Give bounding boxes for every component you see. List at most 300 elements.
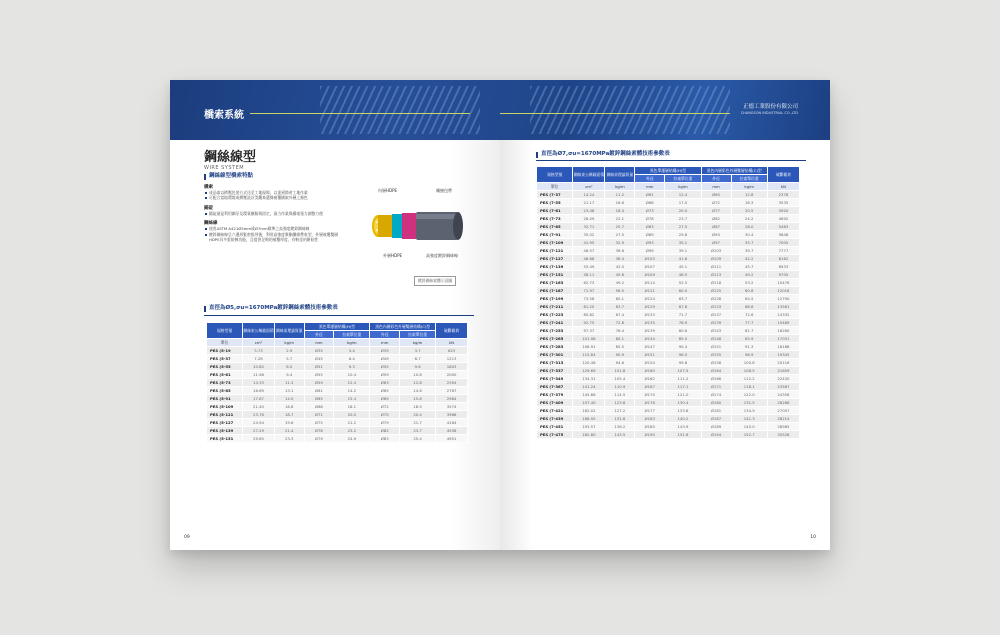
value-cell: 4164 <box>436 419 468 427</box>
value-cell: 9.3 <box>334 363 370 371</box>
value-cell: 12018 <box>767 287 799 295</box>
value-cell: 111.2 <box>665 375 701 383</box>
value-cell: 117.1 <box>665 383 701 391</box>
section-title: 橋索系統 <box>204 110 244 121</box>
value-cell: 3535 <box>767 199 799 207</box>
col-unit-weight: 拉索單位重 <box>665 174 701 182</box>
col-area: 鋼絲束公稱截面積 <box>243 323 275 339</box>
model-cell: PES (7-421 <box>537 407 573 415</box>
value-cell: Ø185 <box>635 423 665 431</box>
value-cell: 145.0 <box>731 423 767 431</box>
value-cell: 133.8 <box>665 407 701 415</box>
value-cell: 41.95 <box>573 239 605 247</box>
value-cell: 2000 <box>436 371 468 379</box>
model-cell: PES (5-37 <box>207 355 243 363</box>
value-cell: Ø162 <box>635 375 665 383</box>
table-row <box>537 271 800 279</box>
value-cell: 20116 <box>767 359 799 367</box>
title-rule <box>204 315 474 316</box>
value-cell: 96.9 <box>731 351 767 359</box>
value-cell: 101.8 <box>605 367 635 375</box>
model-cell: PES (7-187 <box>537 287 573 295</box>
value-cell: Ø154 <box>635 359 665 367</box>
value-cell: 12790 <box>767 295 799 303</box>
value-cell: Ø151 <box>635 351 665 359</box>
value-cell: 20.0 <box>334 411 370 419</box>
value-cell: 28214 <box>767 415 799 423</box>
feature-category: 鋼絲線 <box>204 221 218 226</box>
table-row <box>537 415 800 423</box>
value-cell: Ø59 <box>370 371 400 379</box>
model-cell: PES (7-475 <box>537 431 573 439</box>
value-cell: 4692 <box>767 215 799 223</box>
value-cell: 60.0 <box>665 287 701 295</box>
value-cell: 23.7 <box>665 215 701 223</box>
value-cell: Ø171 <box>701 383 731 391</box>
value-cell: 45.1 <box>665 263 701 271</box>
value-cell: 28.0 <box>731 223 767 231</box>
table-row <box>537 207 800 215</box>
value-cell: Ø194 <box>701 431 731 439</box>
value-cell: 21.7 <box>400 419 436 427</box>
diagram-caption: 鍍鋅鋼絲索體示意圖 <box>414 276 456 286</box>
table-row <box>537 391 800 399</box>
value-cell: Ø164 <box>701 367 731 375</box>
value-cell: Ø148 <box>701 335 731 343</box>
value-cell: 10.8 <box>400 371 436 379</box>
unit-cell: kg/m <box>400 339 436 347</box>
value-cell: 42.0 <box>605 263 635 271</box>
table-row <box>207 427 468 435</box>
model-cell: PES (7-127 <box>537 255 573 263</box>
value-cell: 48.88 <box>573 255 605 263</box>
value-cell: 73.58 <box>573 295 605 303</box>
value-cell: 130.4 <box>665 399 701 407</box>
table-row <box>537 311 800 319</box>
value-cell: Ø51 <box>304 363 334 371</box>
value-cell: 52.5 <box>665 279 701 287</box>
value-cell: 23.76 <box>243 411 275 419</box>
value-cell: Ø61 <box>304 387 334 395</box>
value-cell: Ø166 <box>701 375 731 383</box>
value-cell: Ø68 <box>635 199 665 207</box>
value-cell: Ø158 <box>701 359 731 367</box>
value-cell: 15489 <box>767 319 799 327</box>
table-row <box>537 199 800 207</box>
value-cell: Ø89 <box>635 231 665 239</box>
value-cell: 6.4 <box>334 355 370 363</box>
value-cell: Ø160 <box>635 367 665 375</box>
feature-category: 錨碇 <box>204 205 213 211</box>
value-cell: Ø59 <box>304 379 334 387</box>
feature-group <box>204 205 344 217</box>
model-cell: PES (7-253 <box>537 327 573 335</box>
value-cell: 16.8 <box>274 403 304 411</box>
brochure-spread <box>170 80 830 550</box>
value-cell: 27.5 <box>605 231 635 239</box>
value-cell: Ø143 <box>701 327 731 335</box>
value-cell: 26286 <box>767 399 799 407</box>
value-cell: Ø82 <box>370 427 400 435</box>
table-row <box>537 375 800 383</box>
value-cell: 8.5 <box>274 363 304 371</box>
value-cell: 129.69 <box>573 367 605 375</box>
chapter-heading <box>204 146 256 171</box>
unit-cell: kg/m <box>274 339 304 347</box>
value-cell: Ø133 <box>635 311 665 319</box>
value-cell: 99.8 <box>665 359 701 367</box>
right-spec-table <box>536 166 800 439</box>
col-weight: 鋼絲束理論質量 <box>605 167 635 183</box>
value-cell: Ø167 <box>635 383 665 391</box>
table-row <box>207 411 468 419</box>
value-cell: 21.2 <box>334 419 370 427</box>
table-row <box>207 347 468 355</box>
value-cell: 71.97 <box>573 287 605 295</box>
value-cell: Ø181 <box>701 407 731 415</box>
value-cell: Ø124 <box>635 295 665 303</box>
value-cell: Ø170 <box>635 391 665 399</box>
table-row <box>537 231 800 239</box>
value-cell: 92.75 <box>573 319 605 327</box>
model-cell: PES (5-55 <box>207 363 243 371</box>
table-row <box>537 423 800 431</box>
value-cell: 63.7 <box>665 295 701 303</box>
value-cell: Ø78 <box>635 215 665 223</box>
value-cell: 49.2 <box>731 271 767 279</box>
unit-cell: mm <box>370 339 400 347</box>
value-cell: 9.6 <box>400 363 436 371</box>
col-unit-weight: 拉索單位重 <box>400 330 436 338</box>
value-cell: 10.80 <box>243 363 275 371</box>
value-cell: Ø97 <box>701 239 731 247</box>
cable-diagram <box>370 202 470 248</box>
features-title: 鋼絲線型橋索特點 <box>204 174 344 180</box>
table-row <box>537 255 800 263</box>
model-cell: PES (5-139 <box>207 427 243 435</box>
table-row <box>537 247 800 255</box>
feature-group <box>204 220 344 243</box>
table-row <box>207 387 468 395</box>
value-cell: 14.24 <box>573 191 605 199</box>
value-cell: 35.7 <box>731 239 767 247</box>
feature-category: 橋索 <box>204 184 213 190</box>
value-cell: 28985 <box>767 423 799 431</box>
value-cell: 32.9 <box>605 239 635 247</box>
value-cell: Ø79 <box>370 419 400 427</box>
model-cell: PES (5-19 <box>207 347 243 355</box>
value-cell: 67.8 <box>665 303 701 311</box>
value-cell: 127.2 <box>605 407 635 415</box>
value-cell: 25.7 <box>605 223 635 231</box>
value-cell: 152.7 <box>731 431 767 439</box>
model-cell: PES (5-127 <box>207 419 243 427</box>
model-cell: PES (7-337 <box>537 367 573 375</box>
value-cell: 81.7 <box>731 327 767 335</box>
unit-cell: cm² <box>573 183 605 191</box>
col-weight: 鋼絲束理論質量 <box>274 323 304 339</box>
value-cell: 67.4 <box>605 311 635 319</box>
col-break: 破斷載荷 <box>767 167 799 183</box>
page-number-right: 10 <box>810 535 816 540</box>
value-cell: 10476 <box>767 279 799 287</box>
value-cell: 19345 <box>767 351 799 359</box>
value-cell: 20.4 <box>400 411 436 419</box>
value-cell: 100.8 <box>731 359 767 367</box>
value-cell: 123.6 <box>605 399 635 407</box>
model-cell: PES (7-163 <box>537 279 573 287</box>
value-cell: 18.1 <box>334 403 370 411</box>
table-row <box>537 359 800 367</box>
value-cell: 101.98 <box>573 335 605 343</box>
right-table-title: 直徑為Ø7,σu=1670MPa鍍鋅鋼絲索體技術參數表 <box>536 152 670 158</box>
value-cell: 21659 <box>767 367 799 375</box>
table-row <box>537 335 800 343</box>
feature-item: 可配合當地環境或擠壓設計美觀來選擇被覆橋索外層之顏色 <box>204 195 344 201</box>
col-od: 外徑 <box>701 174 731 182</box>
value-cell: 2378 <box>767 191 799 199</box>
value-cell: 3.4 <box>334 347 370 355</box>
col-c-type: 黑色內層彩色外層雙層結構(C)型 <box>701 167 767 175</box>
value-cell: 60.8 <box>731 287 767 295</box>
value-cell: Ø109 <box>635 271 665 279</box>
value-cell: 145.86 <box>573 391 605 399</box>
model-cell: PES (7-301 <box>537 351 573 359</box>
value-cell: 90.9 <box>605 351 635 359</box>
label-outer-hdpe: 外層HDPE <box>383 253 403 258</box>
value-cell: 17031 <box>767 335 799 343</box>
table-row <box>207 419 468 427</box>
value-cell: Ø55 <box>304 371 334 379</box>
chapter-subtitle: WIRE SYSTEM <box>204 165 245 171</box>
section-rule <box>500 113 730 114</box>
value-cell: Ø82 <box>701 215 731 223</box>
value-cell: Ø99 <box>635 247 665 255</box>
value-cell: 94.6 <box>605 359 635 367</box>
value-cell: 14.33 <box>243 379 275 387</box>
table-row <box>537 279 800 287</box>
model-cell: PES (7-283 <box>537 343 573 351</box>
value-cell: 17.0 <box>665 199 701 207</box>
value-cell: Ø176 <box>635 399 665 407</box>
feature-item: 錨碇頭是利用鋼牙及環氧樹脂與固定，預力作業與橋索張力調整力便 <box>204 211 344 217</box>
value-cell: Ø71 <box>304 411 334 419</box>
value-cell: 29.8 <box>665 231 701 239</box>
value-cell: Ø75 <box>370 411 400 419</box>
model-cell: PES (7-211 <box>537 303 573 311</box>
value-cell: 18188 <box>767 343 799 351</box>
value-cell: Ø65 <box>304 395 334 403</box>
model-cell: PES (7-151 <box>537 271 573 279</box>
table-row <box>537 407 800 415</box>
value-cell: Ø180 <box>701 399 731 407</box>
value-cell: 107.5 <box>665 367 701 375</box>
value-cell: 21.40 <box>243 403 275 411</box>
value-cell: 42.2 <box>731 255 767 263</box>
value-cell: 182.80 <box>573 431 605 439</box>
value-cell: 20.5 <box>731 207 767 215</box>
unit-cell: kN <box>436 339 468 347</box>
table-row <box>207 403 468 411</box>
value-cell: Ø128 <box>701 295 731 303</box>
table-row <box>537 319 800 327</box>
value-cell: 162.02 <box>573 407 605 415</box>
value-cell: 12.8 <box>731 191 767 199</box>
value-cell: 4558 <box>436 427 468 435</box>
value-cell: 96.0 <box>665 351 701 359</box>
value-cell: 60.1 <box>605 295 635 303</box>
section-rule <box>250 113 470 114</box>
value-cell: 28.09 <box>573 215 605 223</box>
table-row <box>537 367 800 375</box>
value-cell: 46.57 <box>573 247 605 255</box>
value-cell: Ø183 <box>635 415 665 423</box>
value-cell: 27.5 <box>665 223 701 231</box>
model-cell: PES (7-109 <box>537 239 573 247</box>
value-cell: 157.40 <box>573 399 605 407</box>
model-cell: PES (7-139 <box>537 263 573 271</box>
value-cell: 108.91 <box>573 343 605 351</box>
value-cell: 121.0 <box>665 391 701 399</box>
value-cell: Ø72 <box>701 199 731 207</box>
unit-cell: kg/m <box>334 339 370 347</box>
table-row <box>537 215 800 223</box>
unit-cell: kg/m <box>605 183 635 191</box>
value-cell: 76.9 <box>665 319 701 327</box>
value-cell: Ø129 <box>635 303 665 311</box>
table-row <box>537 351 800 359</box>
model-cell: PES (5-151 <box>207 435 243 443</box>
value-cell: 143.9 <box>665 423 701 431</box>
value-cell: Ø72 <box>370 403 400 411</box>
value-cell: 14.6 <box>400 387 436 395</box>
col-unit-weight: 拉索單位重 <box>334 330 370 338</box>
value-cell: 48.5 <box>665 271 701 279</box>
table-row <box>537 327 800 335</box>
value-cell: Ø77 <box>701 207 731 215</box>
value-cell: 14.0 <box>274 395 304 403</box>
value-cell: Ø61 <box>635 191 665 199</box>
value-cell: Ø133 <box>701 303 731 311</box>
value-cell: 623 <box>436 347 468 355</box>
col-break: 破斷載荷 <box>436 323 468 339</box>
model-cell: PES (5-91 <box>207 395 243 403</box>
value-cell: 118.1 <box>731 383 767 391</box>
model-cell: PES (7-409 <box>537 399 573 407</box>
value-cell: 38.4 <box>605 255 635 263</box>
value-cell: 141.3 <box>731 415 767 423</box>
value-cell: 193.57 <box>573 423 605 431</box>
value-cell: 97.37 <box>573 327 605 335</box>
value-cell: Ø63 <box>370 379 400 387</box>
value-cell: Ø69 <box>370 395 400 403</box>
label-inner-hdpe: 內層HDPE <box>378 188 398 193</box>
value-cell: 14.2 <box>334 387 370 395</box>
label-wire: 高強度鍍鋅鋼絲線 <box>426 253 458 258</box>
col-model: 規格型號 <box>207 323 243 339</box>
value-cell: Ø125 <box>701 287 731 295</box>
value-cell: 25.4 <box>400 435 436 443</box>
value-cell: 115.84 <box>573 351 605 359</box>
col-od: 外徑 <box>635 174 665 182</box>
value-cell: 36.6 <box>605 247 635 255</box>
unit-cell: cm² <box>243 339 275 347</box>
value-cell: 45.7 <box>731 263 767 271</box>
model-cell: PES (7-451 <box>537 423 573 431</box>
value-cell: 12.4 <box>334 379 370 387</box>
value-cell: Ø55 <box>370 363 400 371</box>
value-cell: 72.8 <box>605 319 635 327</box>
table-row <box>537 383 800 391</box>
value-cell: 2394 <box>436 379 468 387</box>
unit-cell: kg/m <box>731 183 767 191</box>
value-cell: 122.0 <box>731 391 767 399</box>
col-h-type: 黑色單護層結構(H)型 <box>635 167 701 175</box>
chapter-title: 鋼絲線型 <box>204 150 257 165</box>
model-cell: PES (7-85 <box>537 223 573 231</box>
exposed-wires-icon <box>378 215 392 237</box>
value-cell: Ø65 <box>701 191 731 199</box>
model-cell: PES (5-109 <box>207 403 243 411</box>
value-cell: 12.8 <box>400 379 436 387</box>
features-section <box>204 174 344 243</box>
table-row <box>207 363 468 371</box>
unit-cell: 單位 <box>537 183 573 191</box>
header-banner <box>170 80 830 140</box>
value-cell: 35.1 <box>665 239 701 247</box>
value-cell: 63.7 <box>605 303 635 311</box>
value-cell: 15.8 <box>400 395 436 403</box>
value-cell: 80.8 <box>665 327 701 335</box>
value-cell: 77.7 <box>731 319 767 327</box>
model-cell: PES (7-91 <box>537 231 573 239</box>
model-cell: PES (7-439 <box>537 415 573 423</box>
value-cell: 72.6 <box>731 311 767 319</box>
value-cell: 7.26 <box>243 355 275 363</box>
table-row <box>207 435 468 443</box>
table-row <box>537 295 800 303</box>
value-cell: Ø177 <box>635 407 665 415</box>
value-cell: Ø83 <box>370 435 400 443</box>
feature-item: 使用ASTM A421Ø5mm或Ø7mm標準之高強度鍍鋅鋼絲線 <box>204 226 344 232</box>
value-cell: Ø155 <box>701 351 731 359</box>
value-cell: 5.7 <box>274 355 304 363</box>
value-cell: Ø174 <box>701 391 731 399</box>
feature-item: 成品索以擠壓包裝方式送至工地現場，以達到節省工地作業 <box>204 190 344 196</box>
value-cell: Ø68 <box>304 403 334 411</box>
value-cell: 120.46 <box>573 359 605 367</box>
table-row <box>207 395 468 403</box>
value-cell: Ø93 <box>635 239 665 247</box>
value-cell: 18.7 <box>274 411 304 419</box>
value-cell: 7777 <box>767 247 799 255</box>
table-row <box>537 239 800 247</box>
unit-cell: 單位 <box>207 339 243 347</box>
value-cell: 16260 <box>767 327 799 335</box>
model-cell: PES (7-223 <box>537 311 573 319</box>
value-cell: 18.4 <box>605 207 635 215</box>
value-cell: 11.98 <box>243 371 275 379</box>
value-cell: Ø137 <box>701 311 731 319</box>
value-cell: 8933 <box>767 263 799 271</box>
value-cell: 29.65 <box>243 435 275 443</box>
value-cell: 22.1 <box>605 215 635 223</box>
table-row <box>207 379 468 387</box>
value-cell: Ø75 <box>304 419 334 427</box>
value-cell: 12.4 <box>665 191 701 199</box>
value-cell: 80.1 <box>605 335 635 343</box>
model-cell: PES (5-121 <box>207 411 243 419</box>
